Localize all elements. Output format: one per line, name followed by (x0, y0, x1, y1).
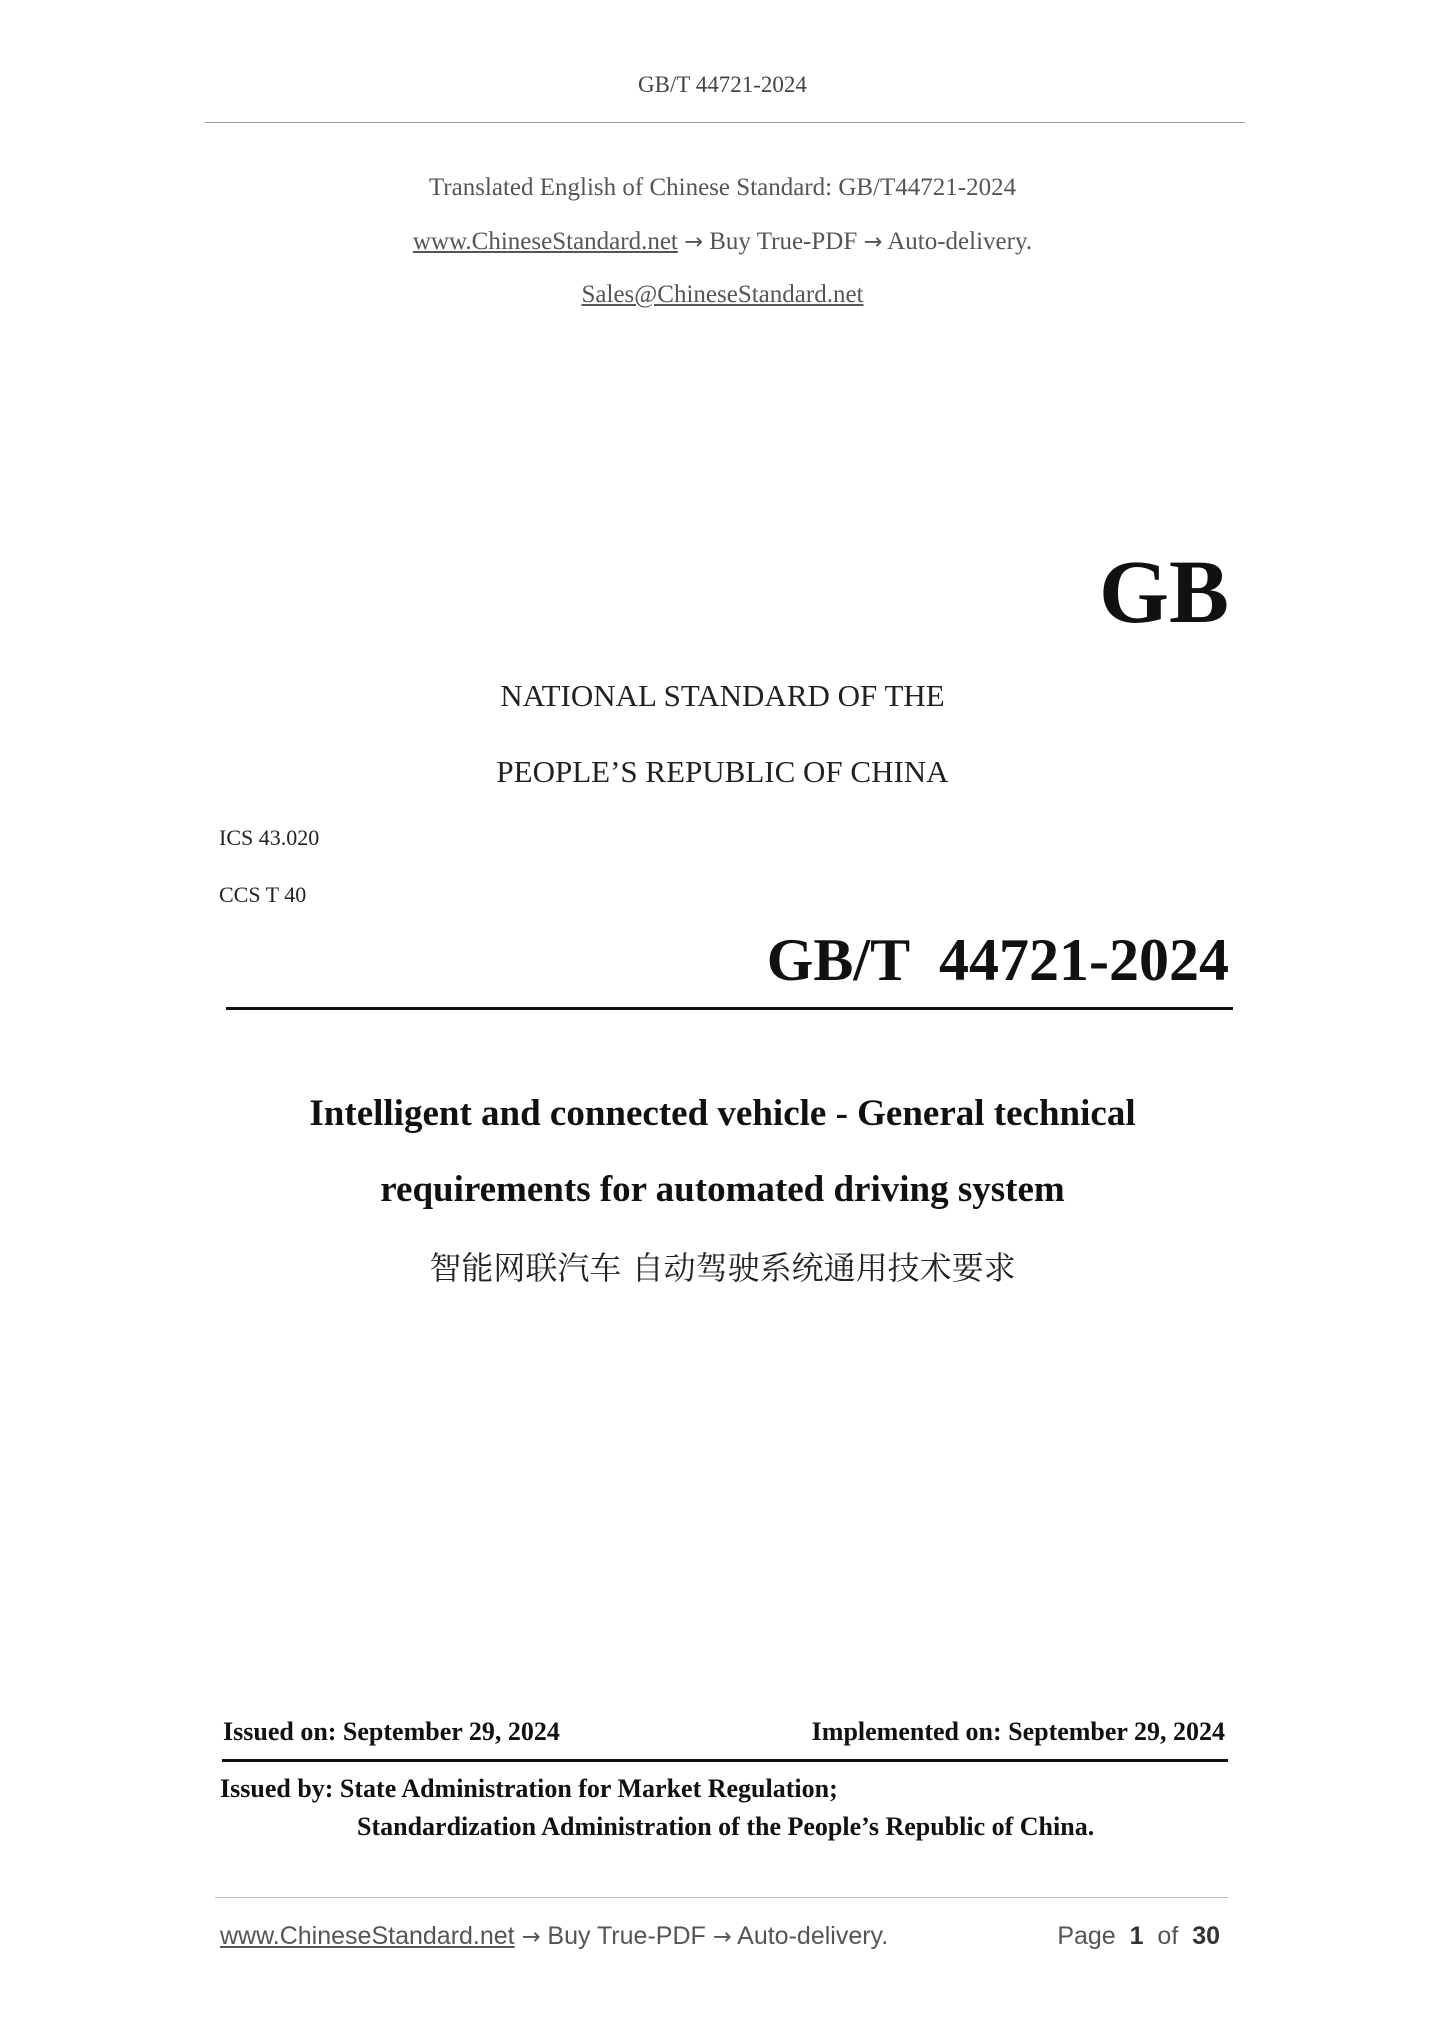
page-total: 30 (1192, 1922, 1220, 1950)
website-link[interactable]: www.ChineseStandard.net (412, 228, 678, 255)
title-line1: Intelligent and connected vehicle - General technical (309, 1093, 1136, 1134)
footer-buy-true-pdf-text: Buy True-PDF (547, 1922, 706, 1950)
arrow-right-icon: → (712, 1924, 732, 1950)
footer-divider (215, 1897, 1228, 1898)
page-current: 1 (1129, 1922, 1144, 1950)
arrow-right-icon: → (521, 1924, 541, 1950)
issued-by-line2: Standardization Administration of the People’s Republic of China. (357, 1812, 1095, 1841)
standard-number-divider (226, 1007, 1233, 1010)
page-indicator (1057, 1922, 1220, 1951)
ics-code: ICS 43.020 (219, 825, 320, 850)
standard-number: GB/T 44721-2024 (766, 927, 1229, 993)
ccs-code: CCS T 40 (219, 882, 307, 907)
arrow-right-icon: → (863, 229, 883, 255)
dates-divider (222, 1759, 1228, 1762)
national-standard-line1: NATIONAL STANDARD OF THE (500, 678, 945, 713)
buy-true-pdf-text: Buy True-PDF (709, 228, 858, 255)
translation-notice: Translated English of Chinese Standard: GB/T44721-2024 (428, 174, 1017, 201)
arrow-right-icon: → (684, 229, 703, 255)
national-standard-line2: PEOPLE’S REPUBLIC OF CHINA (496, 754, 949, 789)
title-line2: requirements for automated driving system (380, 1169, 1065, 1210)
footer-auto-delivery-text: Auto-delivery. (737, 1922, 889, 1950)
header-divider (205, 122, 1245, 123)
page-label: Page (1057, 1922, 1116, 1950)
issued-by-line1: Issued by: State Administration for Market Regulation; (220, 1774, 838, 1803)
running-header: GB/T 44721-2024 (638, 72, 807, 97)
title-chinese: 智能网联汽车 自动驾驶系统通用技术要求 (429, 1249, 1016, 1287)
auto-delivery-text: Auto-delivery. (887, 228, 1033, 255)
issued-on-date: Issued on: September 29, 2024 (223, 1717, 560, 1746)
gb-logo: GB (1098, 543, 1229, 642)
sales-email-link[interactable]: Sales@ChineseStandard.net (581, 281, 864, 308)
footer-buy-notice (220, 1922, 888, 1951)
page-of-label: of (1157, 1922, 1179, 1950)
email-line (0, 281, 1445, 309)
implemented-on-date: Implemented on: September 29, 2024 (811, 1717, 1225, 1746)
footer-website-link[interactable]: www.ChineseStandard.net (220, 1922, 515, 1950)
buy-notice (0, 228, 1445, 256)
